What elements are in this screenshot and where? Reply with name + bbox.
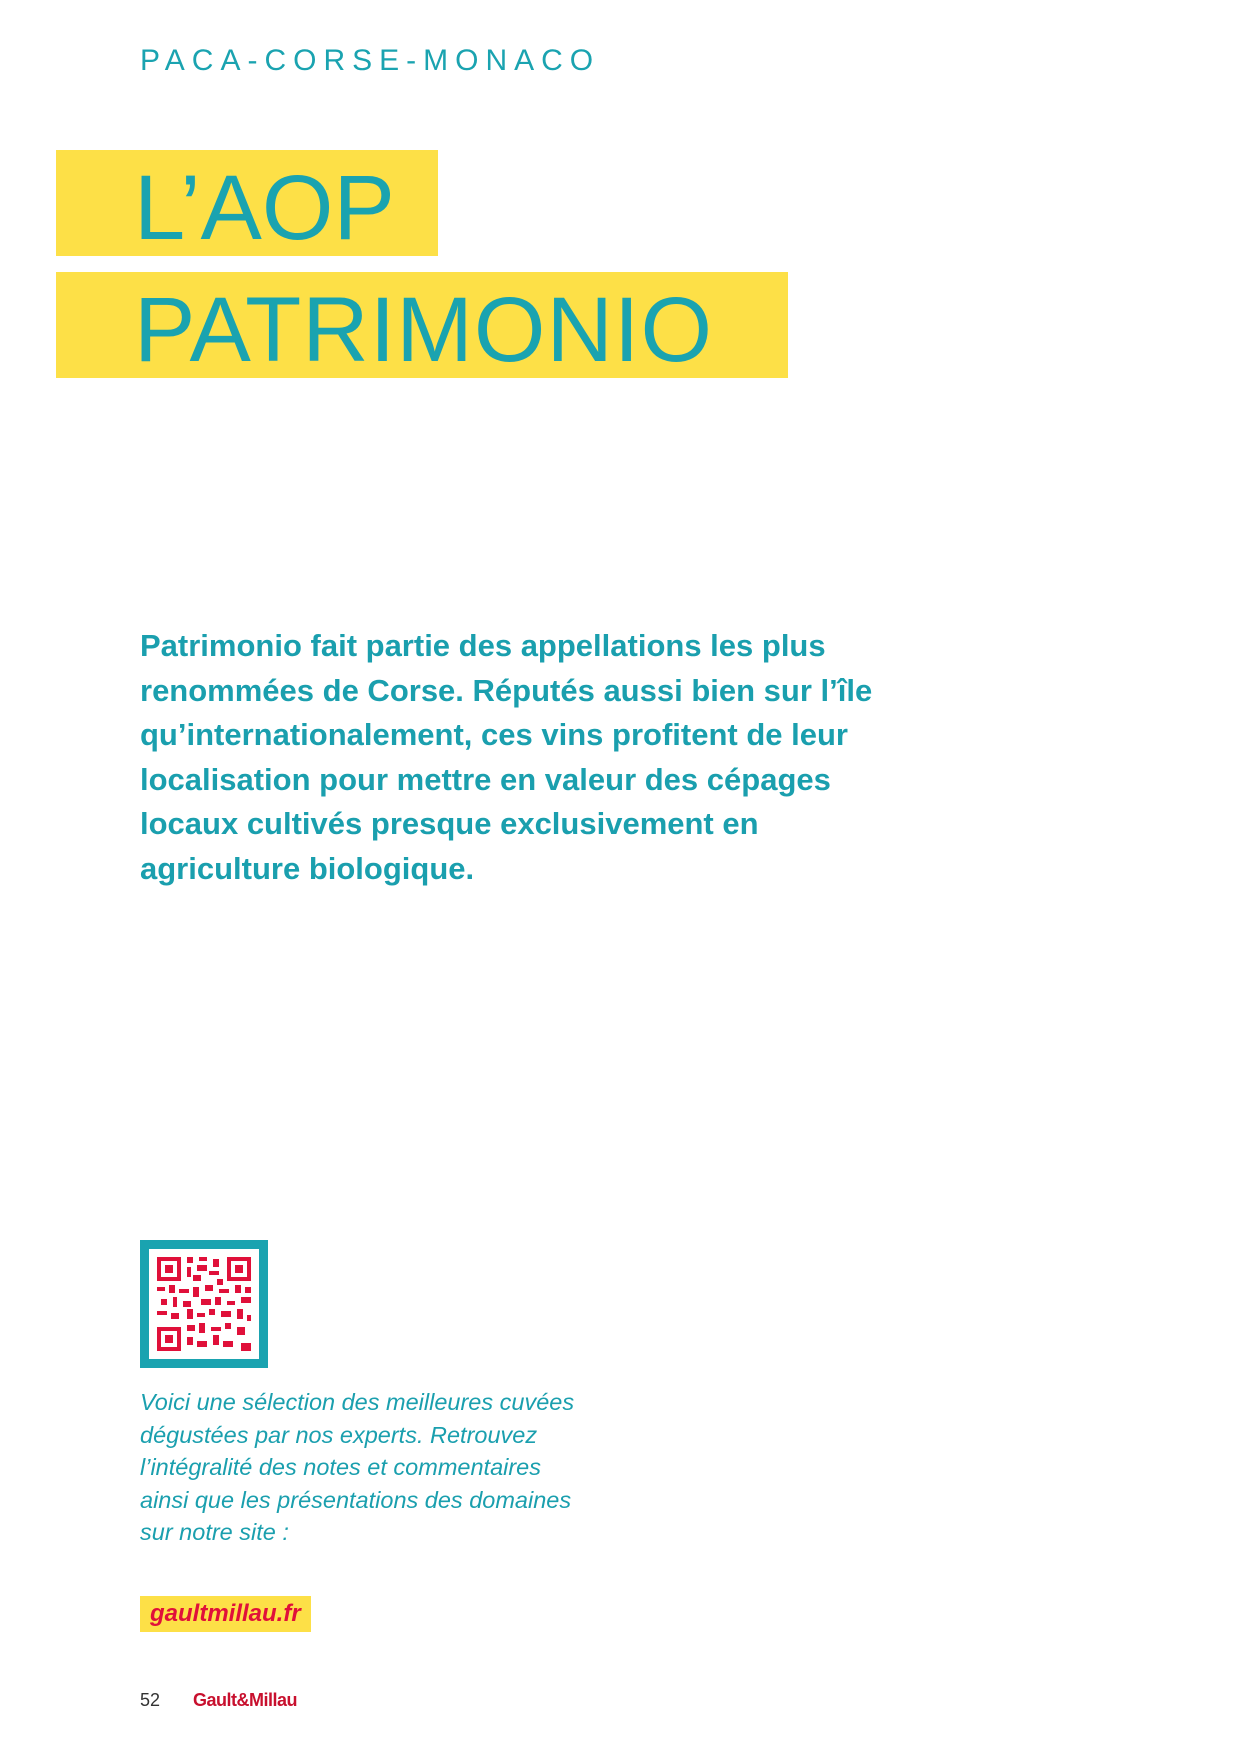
page-footer xyxy=(140,1690,297,1711)
section-region-label: PACA-CORSE-MONACO xyxy=(140,44,601,77)
website-link[interactable]: gaultmillau.fr xyxy=(140,1596,311,1632)
brand-logo: Gault&Millau xyxy=(193,1690,298,1710)
qr-code-icon[interactable] xyxy=(149,1249,259,1359)
page-number: 52 xyxy=(140,1690,161,1710)
qr-code-graphic xyxy=(157,1257,251,1351)
selection-note: Voici une sélection des meilleures cuvées dégustées par nos experts. Retrouvez l’intégralité des notes et commentaires ainsi que les présentations des domaines sur notre site : xyxy=(140,1389,575,1545)
title-line-1: L’AOP xyxy=(56,150,438,256)
title-line-2: PATRIMONIO xyxy=(56,272,788,378)
intro-paragraph: Patrimonio fait partie des appellations les plus renommées de Corse. Réputés aussi bien sur l’île qu’internationalement, ces vins profitent de leur localisation pour mettre en valeur des cépages locaux cultivés presque exclusivement en agriculture biologique. xyxy=(140,628,873,886)
qr-code-frame[interactable] xyxy=(140,1240,268,1368)
